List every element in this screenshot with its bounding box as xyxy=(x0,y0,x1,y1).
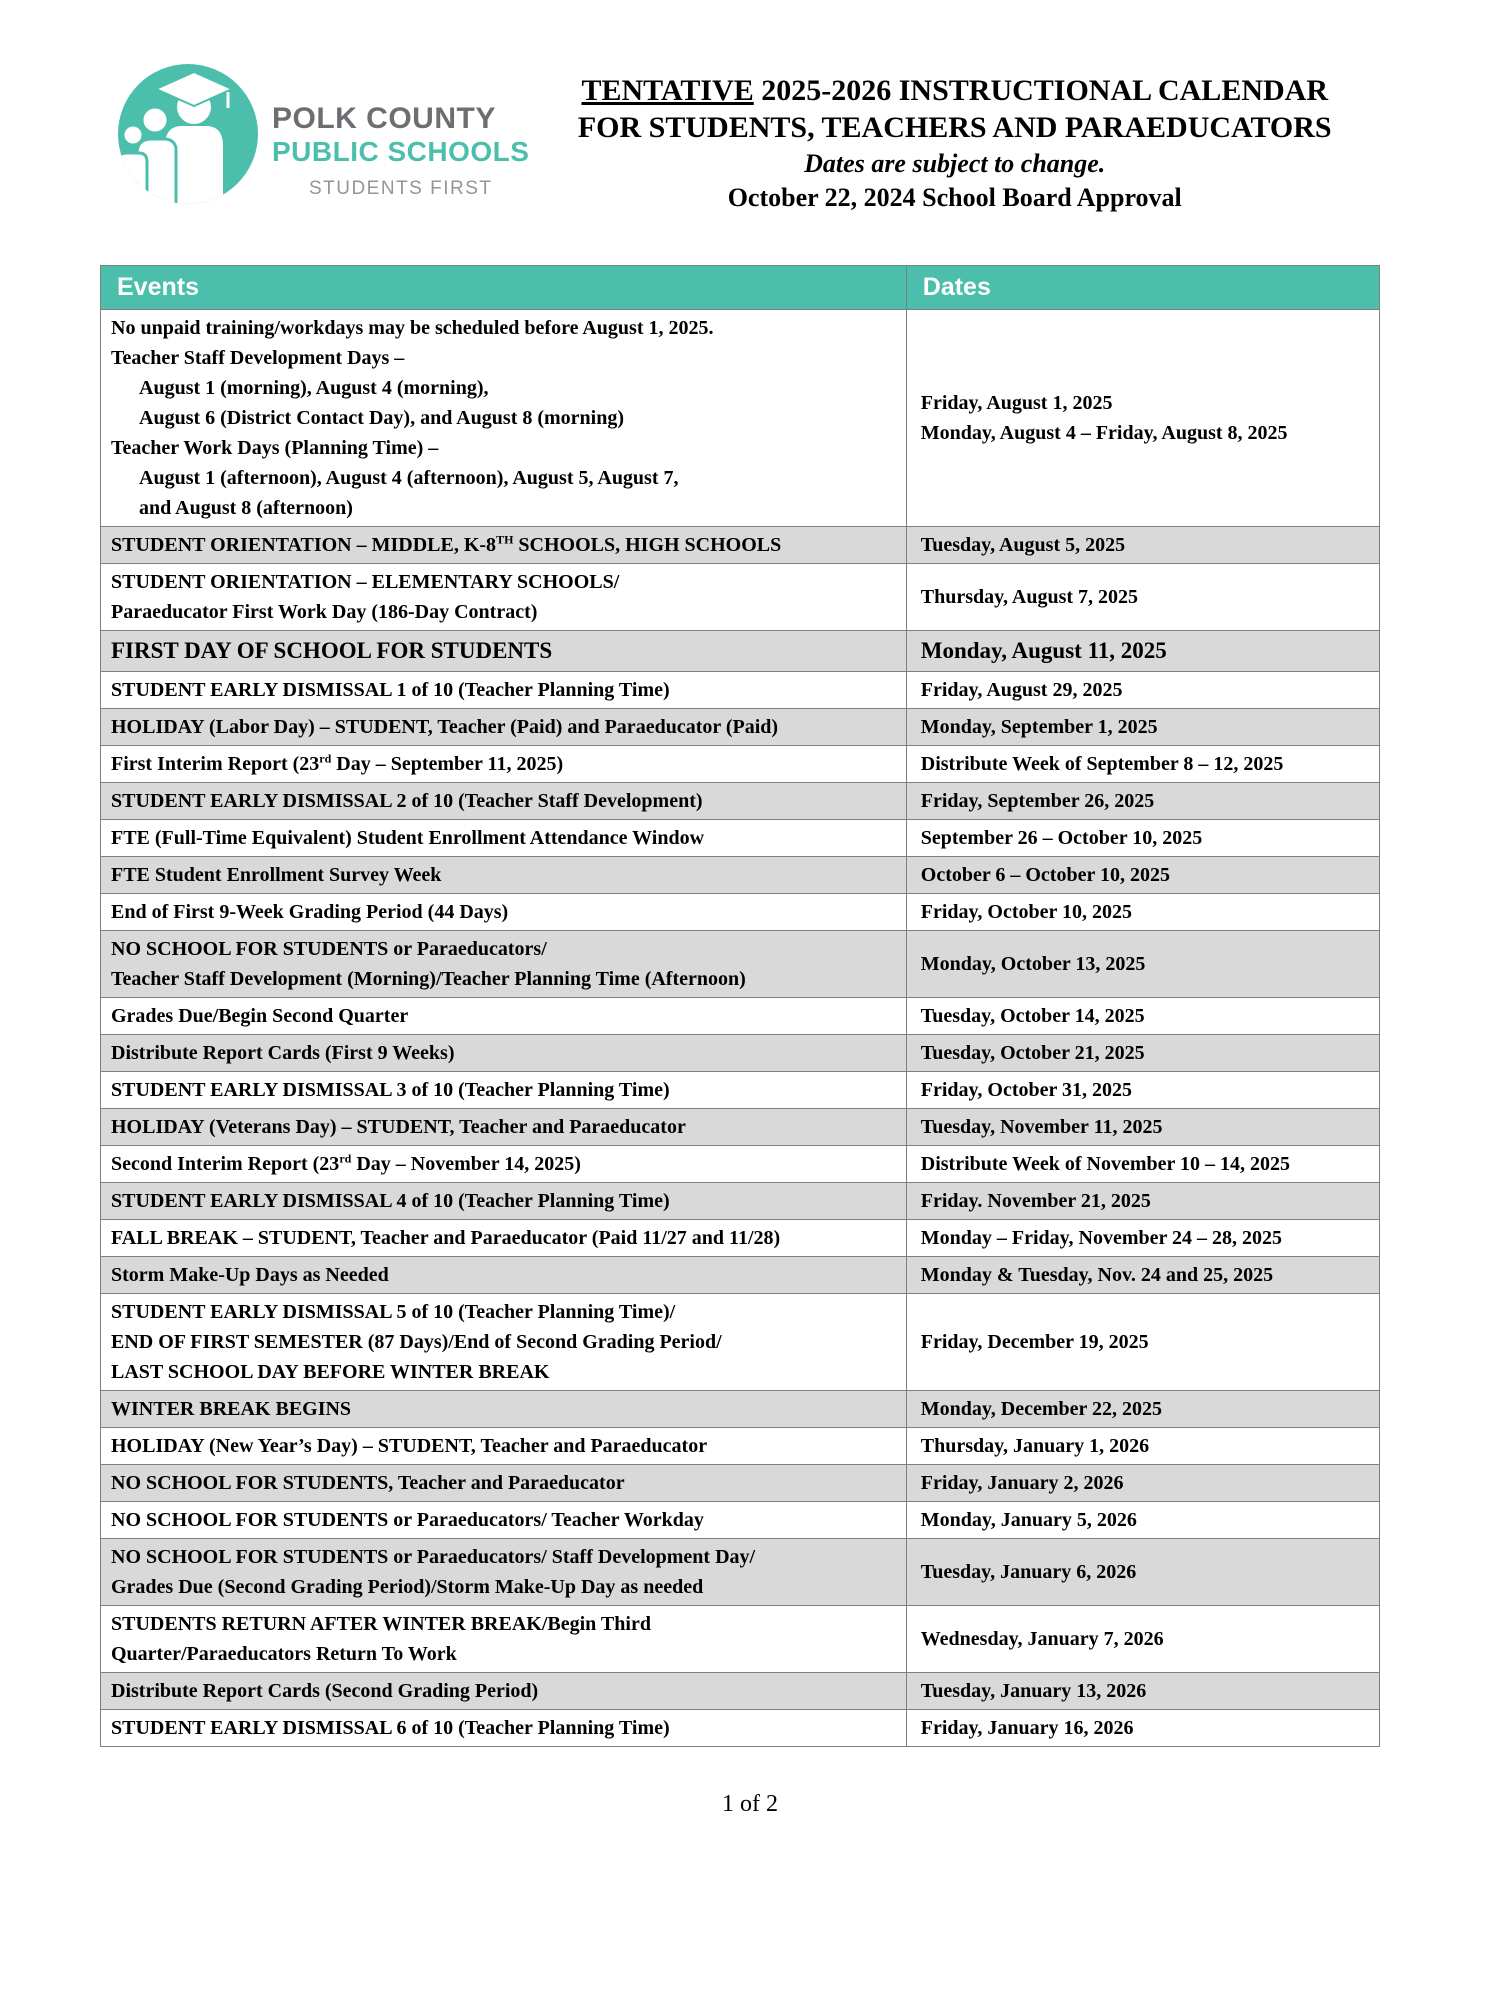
event-text: Storm Make-Up Days as Needed xyxy=(111,1264,389,1286)
date-text: Friday, December 19, 2025 xyxy=(920,1331,1149,1353)
event-text: Paraeducator First Work Day (186-Day Contract) xyxy=(111,601,538,623)
table-row xyxy=(101,820,1380,857)
date-cell xyxy=(906,894,1379,931)
table-row xyxy=(101,1539,1380,1606)
date-cell xyxy=(906,1109,1379,1146)
date-text: Friday, January 16, 2026 xyxy=(920,1717,1134,1739)
event-text: Quarter/Paraeducators Return To Work xyxy=(111,1643,457,1665)
event-text: Second Interim Report (23rd Day – November 14, 2025) xyxy=(111,1151,581,1175)
date-text: Friday, August 1, 2025 xyxy=(920,392,1113,414)
table-row xyxy=(101,310,1380,527)
event-text: HOLIDAY (Labor Day) – STUDENT, Teacher (Paid) and Paraeducator (Paid) xyxy=(111,716,779,738)
table-row xyxy=(101,783,1380,820)
date-text: Friday. November 21, 2025 xyxy=(920,1190,1151,1212)
date-text: Friday, August 29, 2025 xyxy=(920,679,1123,701)
event-cell xyxy=(101,1072,907,1109)
date-cell xyxy=(906,1294,1379,1391)
event-cell xyxy=(101,1391,907,1428)
date-cell xyxy=(906,709,1379,746)
date-text: Friday, October 31, 2025 xyxy=(920,1079,1133,1101)
date-cell xyxy=(906,1673,1379,1710)
table-row xyxy=(101,1391,1380,1428)
event-text: NO SCHOOL FOR STUDENTS or Paraeducators/ Staff Development Day/ xyxy=(111,1546,756,1568)
event-text: STUDENT EARLY DISMISSAL 5 of 10 (Teacher Planning Time)/ xyxy=(111,1301,676,1323)
table-row xyxy=(101,1428,1380,1465)
date-cell xyxy=(906,631,1379,672)
polk-county-logo xyxy=(118,52,529,215)
event-cell xyxy=(101,1294,907,1391)
event-cell xyxy=(101,783,907,820)
subtitle-dates-subject-to-change: Dates are subject to change. xyxy=(804,149,1106,178)
logo-name-line2: PUBLIC SCHOOLS xyxy=(272,136,530,167)
date-text: Friday, September 26, 2025 xyxy=(920,790,1155,812)
table-row xyxy=(101,1220,1380,1257)
date-text: Tuesday, November 11, 2025 xyxy=(920,1116,1163,1138)
logo-tagline: STUDENTS FIRST xyxy=(308,178,493,199)
event-cell xyxy=(101,1183,907,1220)
school-logo-icon xyxy=(118,64,258,204)
event-cell xyxy=(101,310,907,527)
event-text: FALL BREAK – STUDENT, Teacher and Paraeducator (Paid 11/27 and 11/28) xyxy=(111,1227,781,1249)
event-cell xyxy=(101,894,907,931)
event-cell xyxy=(101,564,907,631)
date-cell xyxy=(906,1072,1379,1109)
event-cell xyxy=(101,672,907,709)
event-text: WINTER BREAK BEGINS xyxy=(111,1398,352,1420)
event-text: Teacher Staff Development (Morning)/Teacher Planning Time (Afternoon) xyxy=(111,968,746,990)
event-text: STUDENT EARLY DISMISSAL 4 of 10 (Teacher Planning Time) xyxy=(111,1190,670,1212)
event-text: End of First 9-Week Grading Period (44 Days) xyxy=(111,901,509,923)
date-text: Tuesday, January 6, 2026 xyxy=(920,1561,1137,1583)
event-cell xyxy=(101,1539,907,1606)
date-cell xyxy=(906,1257,1379,1294)
page-title-line2: FOR STUDENTS, TEACHERS AND PARAEDUCATORS xyxy=(577,111,1332,144)
event-text: No unpaid training/workdays may be scheduled before August 1, 2025. xyxy=(111,317,714,339)
date-text: Monday, August 4 – Friday, August 8, 2025 xyxy=(920,422,1288,444)
event-text: Grades Due/Begin Second Quarter xyxy=(111,1005,409,1027)
event-cell xyxy=(101,1465,907,1502)
column-header-events: Events xyxy=(101,266,907,310)
date-cell xyxy=(906,1465,1379,1502)
date-cell xyxy=(906,1183,1379,1220)
table-row xyxy=(101,998,1380,1035)
event-text: Distribute Report Cards (Second Grading Period) xyxy=(111,1680,539,1702)
date-cell xyxy=(906,527,1379,564)
table-row xyxy=(101,1109,1380,1146)
document-title xyxy=(529,72,1380,215)
event-text: August 1 (afternoon), August 4 (afternoon), August 5, August 7, xyxy=(139,467,679,489)
event-text: NO SCHOOL FOR STUDENTS, Teacher and Paraeducator xyxy=(111,1472,625,1494)
date-text: Thursday, August 7, 2025 xyxy=(920,586,1139,608)
date-cell xyxy=(906,1606,1379,1673)
event-text: FTE (Full-Time Equivalent) Student Enrollment Attendance Window xyxy=(111,827,705,849)
event-text: NO SCHOOL FOR STUDENTS or Paraeducators/ Teacher Workday xyxy=(111,1509,704,1531)
event-cell xyxy=(101,820,907,857)
column-header-dates: Dates xyxy=(906,266,1379,310)
date-text: Distribute Week of November 10 – 14, 2025 xyxy=(920,1153,1290,1175)
event-cell xyxy=(101,1035,907,1072)
date-text: Tuesday, August 5, 2025 xyxy=(920,534,1126,556)
date-cell xyxy=(906,746,1379,783)
event-text: August 6 (District Contact Day), and August 8 (morning) xyxy=(139,407,625,429)
table-header-row xyxy=(101,266,1380,310)
date-text: Monday, August 11, 2025 xyxy=(920,638,1167,663)
event-cell xyxy=(101,931,907,998)
event-cell xyxy=(101,1220,907,1257)
table-body xyxy=(101,310,1380,1747)
table-row xyxy=(101,1465,1380,1502)
event-text: FIRST DAY OF SCHOOL FOR STUDENTS xyxy=(111,638,553,663)
date-text: Monday, October 13, 2025 xyxy=(920,953,1146,975)
date-text: Monday & Tuesday, Nov. 24 and 25, 2025 xyxy=(920,1264,1274,1286)
event-cell xyxy=(101,746,907,783)
page-number: 1 of 2 xyxy=(722,1791,778,1817)
date-text: Tuesday, January 13, 2026 xyxy=(920,1680,1147,1702)
date-text: Friday, January 2, 2026 xyxy=(920,1472,1124,1494)
table-row xyxy=(101,1257,1380,1294)
date-text: Friday, October 10, 2025 xyxy=(920,901,1133,923)
title-line1-rest: 2025-2026 INSTRUCTIONAL CALENDAR xyxy=(753,74,1328,107)
table-row xyxy=(101,1035,1380,1072)
event-text: Distribute Report Cards (First 9 Weeks) xyxy=(111,1042,455,1064)
table-row xyxy=(101,1710,1380,1747)
table-row xyxy=(101,746,1380,783)
event-text: and August 8 (afternoon) xyxy=(139,497,353,519)
event-text: LAST SCHOOL DAY BEFORE WINTER BREAK xyxy=(111,1361,550,1383)
table-row xyxy=(101,1673,1380,1710)
event-text: HOLIDAY (Veterans Day) – STUDENT, Teacher and Paraeducator xyxy=(111,1116,686,1138)
date-text: Monday, December 22, 2025 xyxy=(920,1398,1163,1420)
date-cell xyxy=(906,1035,1379,1072)
date-text: Monday, January 5, 2026 xyxy=(920,1509,1137,1531)
date-cell xyxy=(906,1502,1379,1539)
event-text: END OF FIRST SEMESTER (87 Days)/End of Second Grading Period/ xyxy=(111,1331,722,1353)
event-cell xyxy=(101,527,907,564)
table-row xyxy=(101,672,1380,709)
date-text: Thursday, January 1, 2026 xyxy=(920,1435,1150,1457)
logo-text xyxy=(272,104,529,215)
date-text: Tuesday, October 21, 2025 xyxy=(920,1042,1145,1064)
page-title-line1 xyxy=(529,72,1380,109)
date-text: Wednesday, January 7, 2026 xyxy=(920,1628,1164,1650)
date-cell xyxy=(906,1428,1379,1465)
event-cell xyxy=(101,1428,907,1465)
date-cell xyxy=(906,820,1379,857)
calendar-table xyxy=(100,265,1380,1747)
title-tentative: TENTATIVE xyxy=(581,74,754,107)
page-header xyxy=(118,52,1380,215)
date-cell xyxy=(906,783,1379,820)
event-text: STUDENT ORIENTATION – ELEMENTARY SCHOOLS/ xyxy=(111,571,620,593)
date-cell xyxy=(906,564,1379,631)
event-cell xyxy=(101,1673,907,1710)
event-text: Grades Due (Second Grading Period)/Storm Make-Up Day as needed xyxy=(111,1576,704,1598)
table-row xyxy=(101,1606,1380,1673)
board-approval-line: October 22, 2024 School Board Approval xyxy=(727,183,1182,212)
date-text: Monday, September 1, 2025 xyxy=(920,716,1158,738)
date-cell xyxy=(906,931,1379,998)
table-row xyxy=(101,1183,1380,1220)
date-cell xyxy=(906,1220,1379,1257)
logo-name-line1: POLK COUNTY xyxy=(272,102,496,135)
event-text: Teacher Work Days (Planning Time) – xyxy=(111,437,439,459)
date-cell xyxy=(906,672,1379,709)
event-cell xyxy=(101,1146,907,1183)
date-cell xyxy=(906,857,1379,894)
event-text: STUDENT ORIENTATION – MIDDLE, K-8TH SCHOOLS, HIGH SCHOOLS xyxy=(111,532,782,556)
date-cell xyxy=(906,1146,1379,1183)
event-cell xyxy=(101,1109,907,1146)
event-cell xyxy=(101,709,907,746)
event-text: STUDENT EARLY DISMISSAL 6 of 10 (Teacher Planning Time) xyxy=(111,1717,670,1739)
date-cell xyxy=(906,998,1379,1035)
event-text: STUDENT EARLY DISMISSAL 2 of 10 (Teacher Staff Development) xyxy=(111,790,703,812)
event-text: August 1 (morning), August 4 (morning), xyxy=(139,377,489,399)
date-cell xyxy=(906,310,1379,527)
table-row xyxy=(101,1294,1380,1391)
event-cell xyxy=(101,631,907,672)
event-cell xyxy=(101,1257,907,1294)
event-text: STUDENT EARLY DISMISSAL 1 of 10 (Teacher Planning Time) xyxy=(111,679,670,701)
table-row xyxy=(101,1146,1380,1183)
date-text: October 6 – October 10, 2025 xyxy=(920,864,1170,886)
table-row xyxy=(101,527,1380,564)
table-row xyxy=(101,857,1380,894)
date-cell xyxy=(906,1539,1379,1606)
date-text: Monday – Friday, November 24 – 28, 2025 xyxy=(920,1227,1283,1249)
date-text: Tuesday, October 14, 2025 xyxy=(920,1005,1145,1027)
event-cell xyxy=(101,1606,907,1673)
event-text: NO SCHOOL FOR STUDENTS or Paraeducators/ xyxy=(111,938,547,960)
event-cell xyxy=(101,1710,907,1747)
table-row xyxy=(101,709,1380,746)
event-cell xyxy=(101,998,907,1035)
event-cell xyxy=(101,1502,907,1539)
date-text: September 26 – October 10, 2025 xyxy=(920,827,1203,849)
date-cell xyxy=(906,1391,1379,1428)
table-row xyxy=(101,894,1380,931)
table-row xyxy=(101,1072,1380,1109)
event-text: STUDENTS RETURN AFTER WINTER BREAK/Begin Third xyxy=(111,1613,651,1635)
event-text: FTE Student Enrollment Survey Week xyxy=(111,864,442,886)
date-text: Distribute Week of September 8 – 12, 2025 xyxy=(920,753,1284,775)
table-row xyxy=(101,631,1380,672)
table-row xyxy=(101,564,1380,631)
event-text: STUDENT EARLY DISMISSAL 3 of 10 (Teacher Planning Time) xyxy=(111,1079,670,1101)
table-row xyxy=(101,931,1380,998)
event-cell xyxy=(101,857,907,894)
event-text: First Interim Report (23rd Day – September 11, 2025) xyxy=(111,751,564,775)
date-cell xyxy=(906,1710,1379,1747)
table-row xyxy=(101,1502,1380,1539)
event-text: Teacher Staff Development Days – xyxy=(111,347,405,369)
event-text: HOLIDAY (New Year’s Day) – STUDENT, Teacher and Paraeducator xyxy=(111,1435,708,1457)
